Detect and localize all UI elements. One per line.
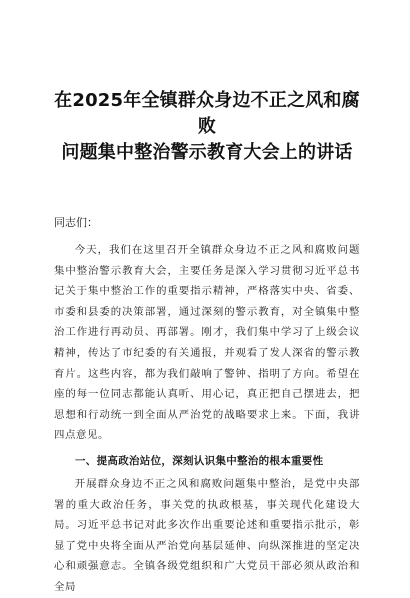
salutation: 同志们： <box>54 216 98 229</box>
document-title <box>54 88 360 166</box>
paragraph-intro: 今天，我们在这里召开全镇群众身边不正之风和腐败问题集中整治警示教育大会，主要任务是深入学习贯彻习近平总书记关于集中整治工作的重要指示精神，严格落实中央、省委、市委和县委的决策部署，通过深刻的警示教育，对全镇集中整治工作进行再动员、再部署。刚才，我们集中学习了上级会议精神，传达了市纪委的有关通报，并观看了发人深省的警示教育片。这些内容，都为我们敲响了警钟、指明了方向。希望在座的每一位同志都能认真听、用心记，真正把自己摆进去，把思想和行动统一到全面从严治党的战略要求上来。下面，我讲四点意见。 <box>54 244 360 442</box>
paragraph-section-1: 开展群众身边不正之风和腐败问题集中整治，是党中央部署的重大政治任务，事关党的执政根基，事关现代化建设大局。习近平总书记对此多次作出重要论述和重要指示批示，彰显了党中央将全面从严治党向基层延伸、向纵深推进的坚定决心和顽强意志。全镇各级党组织和广大党员干部必须从政治和全局 <box>54 477 360 593</box>
document-title-line-2: 问题集中整治警示教育大会上的讲话 <box>61 142 353 163</box>
section-heading-1: 一、提高政治站位，深刻认识集中整治的根本重要性 <box>75 454 324 467</box>
document-title-line-1: 在2025年全镇群众身边不正之风和腐败 <box>54 90 360 137</box>
